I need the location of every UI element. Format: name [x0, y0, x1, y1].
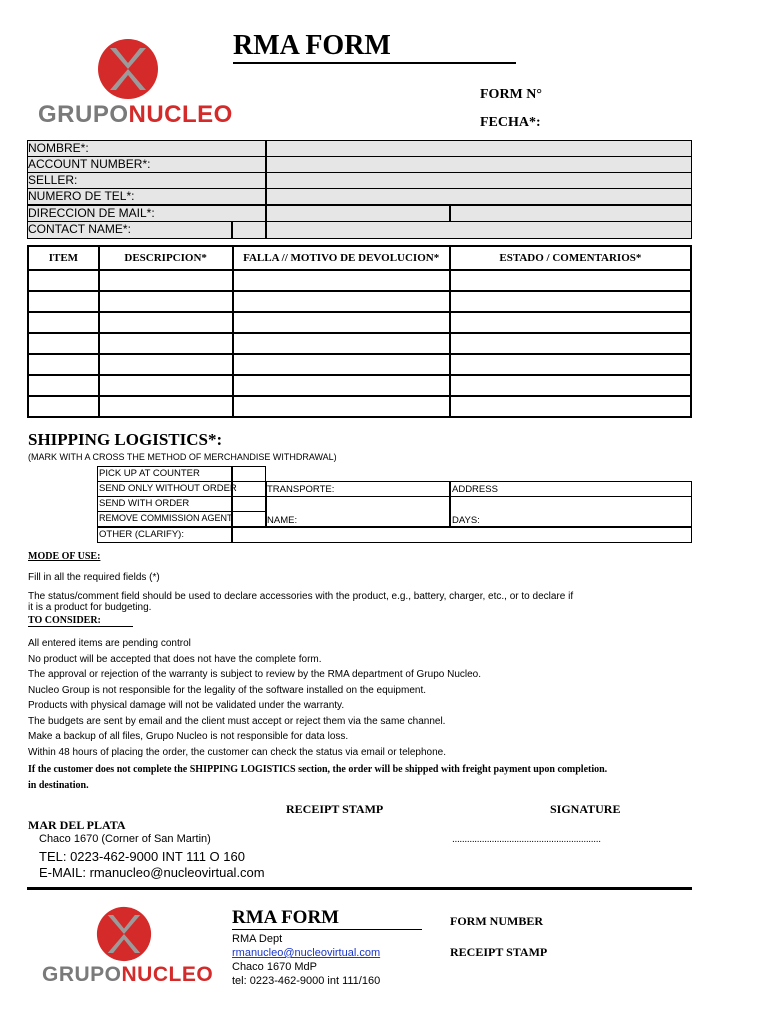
account-number-label: ACCOUNT NUMBER*: [28, 157, 151, 171]
consider-line: Within 48 hours of placing the order, the customer can check the status via email or telephone. [28, 747, 447, 758]
falla-cell[interactable] [233, 396, 450, 417]
company-logo [38, 38, 233, 130]
stub-dept: RMA Dept [232, 933, 283, 945]
option-pickup: PICK UP AT COUNTER [99, 468, 200, 479]
phone-text: TEL: 0223-462-9000 INT 111 O 160 [39, 849, 245, 864]
table-row [28, 312, 691, 333]
tel-label: NUMERO DE TEL*: [28, 189, 135, 203]
logo-emblem-icon [96, 38, 160, 100]
seller-input[interactable] [266, 172, 692, 189]
falla-cell[interactable] [233, 312, 450, 333]
col-estado: ESTADO / COMENTARIOS* [450, 246, 691, 270]
mail-input-extra[interactable] [450, 205, 692, 222]
account-number-input[interactable] [266, 156, 692, 173]
consider-bold-line: in destination. [28, 780, 89, 791]
falla-cell[interactable] [233, 270, 450, 291]
descripcion-cell[interactable] [99, 354, 233, 375]
signature-line: ............................................................ [452, 834, 601, 845]
contact-name-label: CONTACT NAME*: [28, 222, 131, 236]
form-number-label: FORM N° [480, 87, 542, 102]
items-table-header [28, 246, 691, 270]
other-input[interactable] [232, 527, 692, 543]
item-cell[interactable] [28, 291, 99, 312]
descripcion-cell[interactable] [99, 333, 233, 354]
stub-phone: tel: 0223-462-9000 int 111/160 [232, 975, 381, 987]
mode-of-use-title: MODE OF USE: [28, 551, 101, 562]
mode-of-use-line: Fill in all the required fields (*) [28, 572, 160, 583]
stub-title: RMA FORM [232, 907, 422, 930]
table-row [28, 333, 691, 354]
consider-line: Nucleo Group is not responsible for the legality of the software installed on the equipment. [28, 685, 427, 696]
logo-text-grupo: GRUPO [38, 101, 129, 128]
item-cell[interactable] [28, 312, 99, 333]
option-remove-agent: REMOVE COMMISSION AGENT [99, 513, 233, 523]
city-label: MAR DEL PLATA [28, 818, 126, 832]
email-text: E-MAIL: rmanucleo@nucleovirtual.com [39, 865, 265, 880]
option-send-without-order: SEND ONLY WITHOUT ORDER [99, 483, 237, 494]
tel-input[interactable] [266, 188, 692, 205]
col-descripcion: DESCRIPCION* [99, 246, 233, 270]
to-consider-title: TO CONSIDER: [28, 615, 133, 627]
mode-of-use-line: The status/comment field should be used to declare accessories with the product, e.g., battery, charger, etc., or to declare if [28, 591, 574, 602]
items-table [27, 245, 692, 418]
item-cell[interactable] [28, 270, 99, 291]
stub-logo [42, 906, 212, 990]
falla-cell[interactable] [233, 354, 450, 375]
logo-text-nucleo: NUCLEO [121, 963, 214, 986]
signature-label: SIGNATURE [550, 802, 621, 816]
separator-line [27, 887, 692, 890]
estado-cell[interactable] [450, 312, 691, 333]
send-without-order-checkbox[interactable] [232, 481, 266, 497]
consider-line: Make a backup of all files, Grupo Nucleo is not responsible for data loss. [28, 731, 349, 742]
consider-line: All entered items are pending control [28, 638, 191, 649]
shipping-title: SHIPPING LOGISTICS*: [28, 430, 223, 449]
descripcion-cell[interactable] [99, 312, 233, 333]
shipping-subtitle: (MARK WITH A CROSS THE METHOD OF MERCHANDISE WITHDRAWAL) [28, 452, 337, 462]
stub-email-link[interactable]: rmanucleo@nucleovirtual.com [232, 947, 381, 959]
stub-receipt-stamp-label: RECEIPT STAMP [450, 945, 548, 959]
address-text: Chaco 1670 (Corner of San Martin) [39, 833, 211, 845]
estado-cell[interactable] [450, 396, 691, 417]
days-label: DAYS: [452, 515, 480, 526]
falla-cell[interactable] [233, 291, 450, 312]
estado-cell[interactable] [450, 270, 691, 291]
option-other: OTHER (CLARIFY): [99, 529, 184, 540]
name-label: NAME: [267, 515, 298, 526]
descripcion-cell[interactable] [99, 270, 233, 291]
estado-cell[interactable] [450, 333, 691, 354]
send-with-order-checkbox[interactable] [232, 496, 266, 512]
seller-label: SELLER: [28, 173, 78, 187]
mail-input[interactable] [266, 205, 450, 222]
table-row [28, 291, 691, 312]
address-label: ADDRESS [452, 484, 498, 495]
consider-line: The approval or rejection of the warranty is subject to review by the RMA department of Grupo Nucleo. [28, 669, 481, 680]
estado-cell[interactable] [450, 354, 691, 375]
logo-text-nucleo: NUCLEO [128, 101, 233, 128]
estado-cell[interactable] [450, 291, 691, 312]
mode-of-use-line: it is a product for budgeting. [28, 602, 152, 613]
consider-line: Products with physical damage will not be validated under the warranty. [28, 700, 345, 711]
item-cell[interactable] [28, 333, 99, 354]
contact-name-input[interactable] [266, 221, 692, 239]
page-title: RMA FORM [233, 30, 516, 64]
fecha-label: FECHA*: [480, 115, 541, 130]
table-row [28, 396, 691, 417]
receipt-stamp-label: RECEIPT STAMP [286, 802, 384, 816]
logo-text-grupo: GRUPO [42, 963, 122, 986]
item-cell[interactable] [28, 375, 99, 396]
transporte-label: TRANSPORTE: [267, 484, 335, 495]
item-cell[interactable] [28, 396, 99, 417]
nombre-label: NOMBRE*: [28, 141, 89, 155]
table-row [28, 375, 691, 396]
col-falla: FALLA // MOTIVO DE DEVOLUCION* [233, 246, 450, 270]
logo-emblem-icon [95, 906, 153, 962]
option-send-with-order: SEND WITH ORDER [99, 498, 190, 509]
table-row [28, 270, 691, 291]
col-item: ITEM [28, 246, 99, 270]
descripcion-cell[interactable] [99, 396, 233, 417]
stub-form-number-label: FORM NUMBER [450, 914, 543, 928]
remove-agent-checkbox[interactable] [232, 511, 266, 527]
estado-cell[interactable] [450, 375, 691, 396]
mail-label: DIRECCION DE MAIL*: [28, 206, 155, 220]
descripcion-cell[interactable] [99, 375, 233, 396]
stub-address: Chaco 1670 MdP [232, 961, 317, 973]
consider-line: The budgets are sent by email and the client must accept or reject them via the same channel. [28, 716, 446, 727]
table-row [28, 354, 691, 375]
consider-bold-line: If the customer does not complete the SHIPPING LOGISTICS section, the order will be shipped with freight payment upon completion. [28, 764, 608, 775]
pickup-checkbox[interactable] [232, 466, 266, 482]
nombre-input[interactable] [266, 140, 692, 157]
descripcion-cell[interactable] [99, 291, 233, 312]
consider-line: No product will be accepted that does not have the complete form. [28, 654, 322, 665]
falla-cell[interactable] [233, 375, 450, 396]
falla-cell[interactable] [233, 333, 450, 354]
item-cell[interactable] [28, 354, 99, 375]
days-input[interactable] [450, 496, 692, 527]
